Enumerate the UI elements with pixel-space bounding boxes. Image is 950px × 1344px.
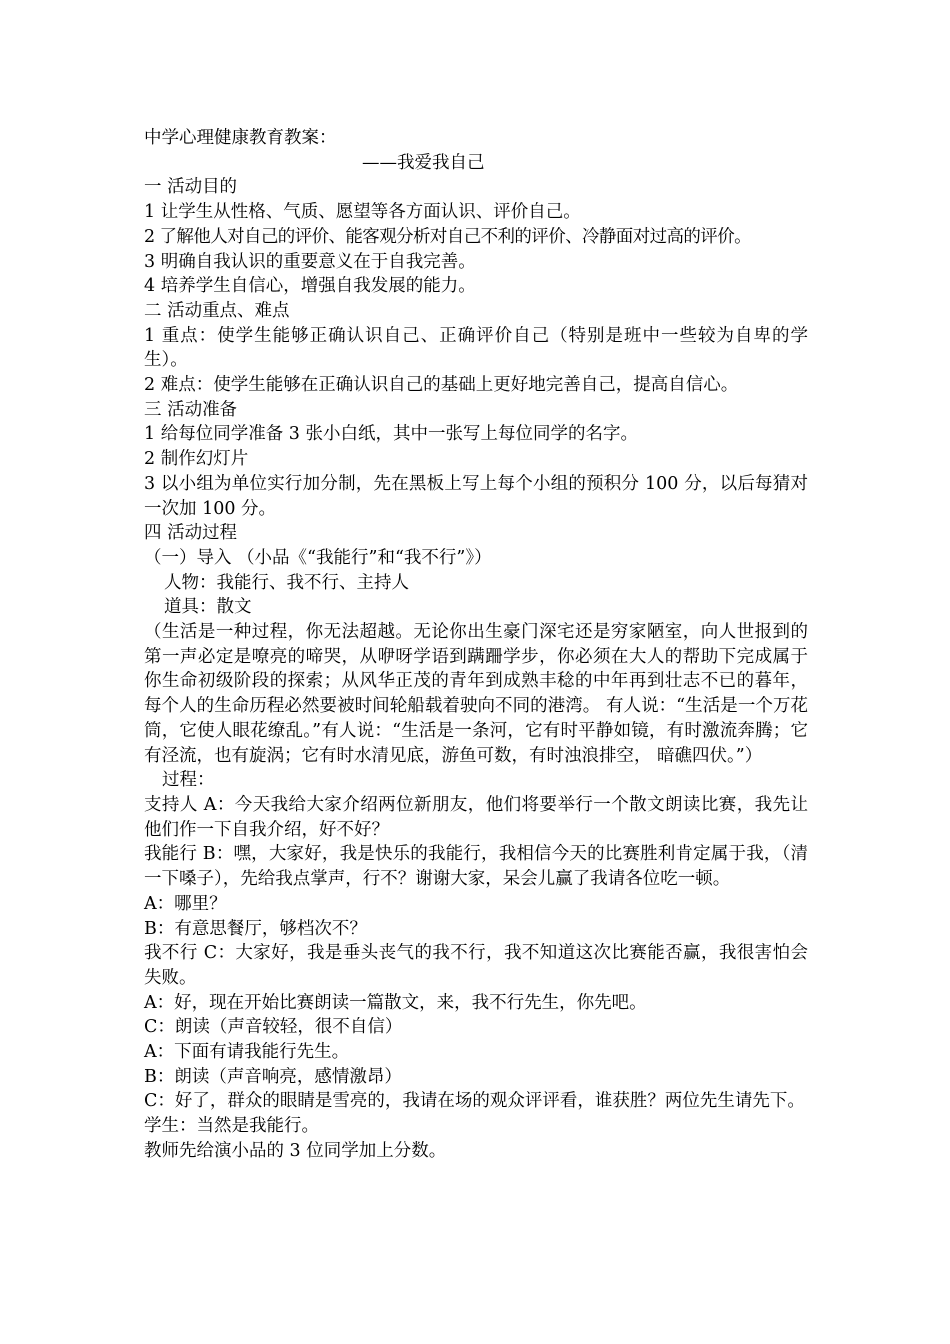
dialogue-line: C：朗读（声音较轻，很不自信）	[144, 1017, 403, 1038]
list-item: 1 重点：使学生能够正确认识自己、正确评价自己（特别是班中一些较为自卑的学生）。	[144, 325, 808, 371]
dialogue-line: 我能行 B：嘿，大家好，我是快乐的我能行，我相信今天的比赛胜利肯定属于我，（清一下嗓子），先给我点掌声，行不？谢谢大家，呆会儿赢了我请各位吃一顿。	[144, 844, 808, 890]
dialogue-line: A：好，现在开始比赛朗读一篇散文，来，我不行先生，你先吧。	[144, 992, 647, 1013]
list-item: 3 明确自我认识的重要意义在于自我完善。	[144, 251, 476, 272]
subsection-intro: （一）导入 （小品《“我能行”和“我不行”》）	[144, 547, 492, 568]
dialogue-line: A：下面有请我能行先生。	[144, 1042, 350, 1063]
props-line: 道具：散文	[164, 597, 252, 618]
dialogue-line: B：有意思餐厅，够档次不？	[144, 918, 367, 939]
dialogue-line: 我不行 C：大家好，我是垂头丧气的我不行，我不知道这次比赛能否赢，我很害怕会失败。	[144, 943, 808, 988]
dialogue-line: B：朗读（声音响亮，感情激昂）	[144, 1066, 402, 1087]
doc-subtitle: ——我爱我自己	[362, 152, 485, 173]
dialogue-line: A：哪里？	[144, 893, 227, 914]
list-item: 4 培养学生自信心，增强自我发展的能力。	[144, 276, 476, 297]
section-2-heading: 二 活动重点、难点	[144, 300, 290, 321]
characters-line: 人物：我能行、我不行、主持人	[164, 572, 409, 593]
list-item: 3 以小组为单位实行加分制，先在黑板上写上每个小组的预积分 100 分，以后每猜对一次加 100 分。	[144, 473, 808, 519]
dialogue-line: C：好了，群众的眼睛是雪亮的，我请在场的观众评评看，谁获胜？两位先生请先下。	[144, 1091, 805, 1112]
section-3-heading: 三 活动准备	[144, 399, 238, 420]
document-page	[144, 126, 808, 1164]
section-1-heading: 一 活动目的	[144, 177, 238, 198]
dialogue-line: 教师先给演小品的 3 位同学加上分数。	[144, 1140, 447, 1161]
essay-paragraph: （生活是一种过程，你无法超越。无论你出生豪门深宅还是穷家陋室，向人世报到的第一声必定是嘹亮的啼哭，从咿呀学语到蹒跚学步，你必须在大人的帮助下完成属于你生命初级阶段的探索；从风华正茂的青年到成熟丰稔的中年再到壮志不已的暮年，每个人的生命历程必然要被时间轮船载着驶向不同的港湾。 有人说：“生活是一个万花筒，它使人眼花缭乱。”有人说：“生活是一条河，它有时平静如镜，有时激流奔腾；它有泾流，也有旋涡；它有时水清见底，游鱼可数，有时浊浪排空， 暗礁四伏。”）	[144, 622, 808, 766]
list-item: 2 难点：使学生能够在正确认识自己的基础上更好地完善自己，提高自信心。	[144, 375, 739, 396]
dialogue-line: 支持人 A：今天我给大家介绍两位新朋友，他们将要举行一个散文朗读比赛，我先让他们作一下自我介绍，好不好？	[144, 794, 808, 840]
list-item: 1 让学生从性格、气质、愿望等各方面认识、评价自己。	[144, 202, 581, 223]
list-item: 1 给每位同学准备 3 张小白纸，其中一张写上每位同学的名字。	[144, 424, 638, 445]
list-item: 2 了解他人对自己的评价、能客观分析对自己不利的评价、冷静面对过高的评价。	[144, 226, 751, 247]
list-item: 2 制作幻灯片	[144, 449, 249, 470]
dialogue-line: 学生：当然是我能行。	[144, 1116, 319, 1137]
doc-title: 中学心理健康教育教案：	[144, 128, 337, 148]
process-label: 过程：	[162, 770, 215, 791]
section-4-heading: 四 活动过程	[144, 523, 238, 544]
